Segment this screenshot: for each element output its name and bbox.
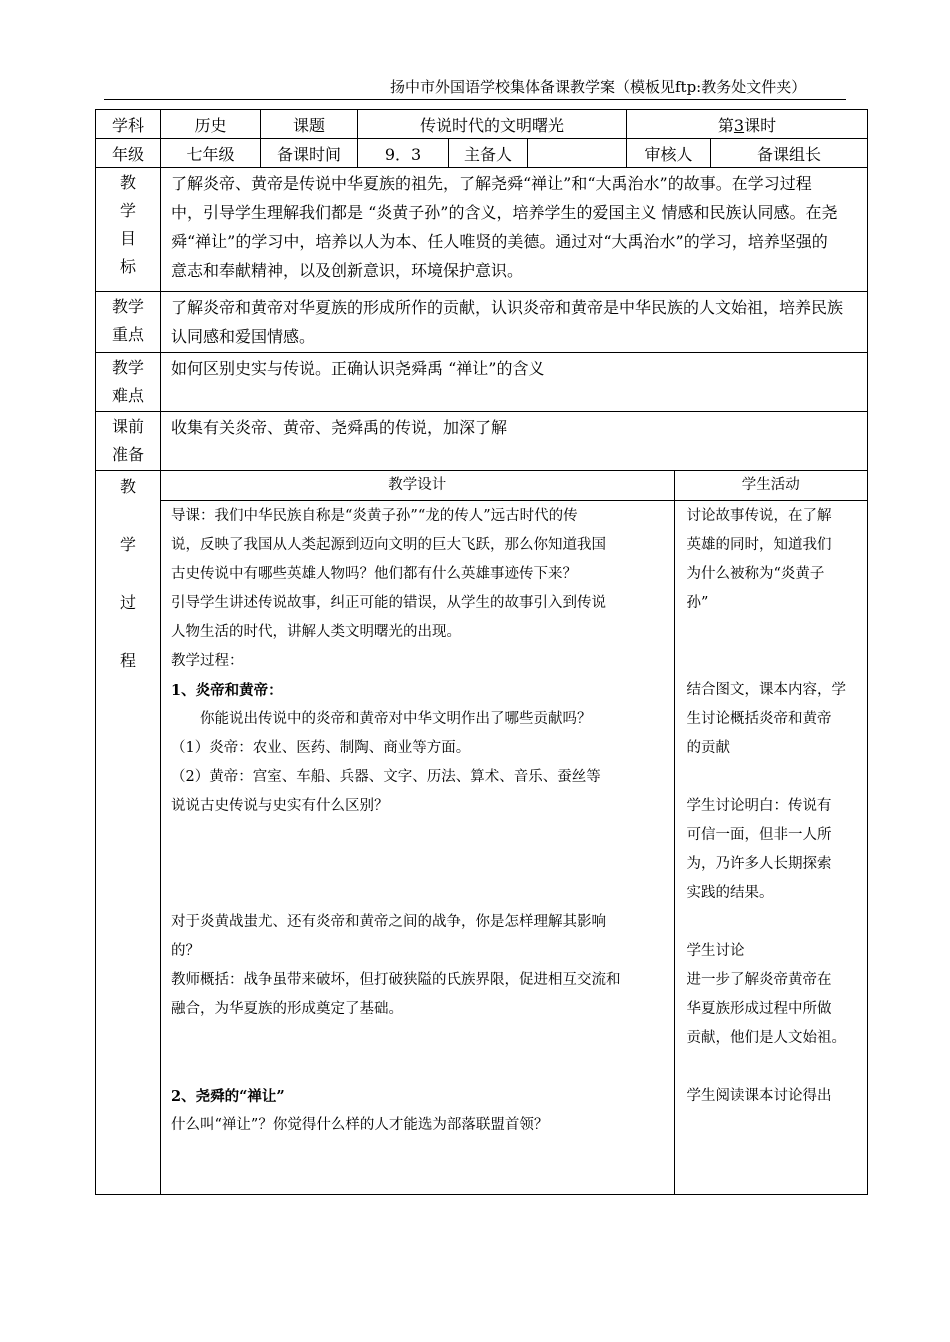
label-char: 目 bbox=[119, 229, 136, 248]
subject-label: 学科 bbox=[96, 110, 161, 139]
activity-header: 学生活动 bbox=[674, 471, 867, 501]
process-row bbox=[96, 471, 868, 1195]
design-line: 教学过程： bbox=[171, 653, 244, 669]
label-char: 标 bbox=[119, 257, 136, 276]
grade-value: 七年级 bbox=[161, 139, 261, 168]
objectives-label bbox=[96, 168, 161, 292]
main-preparer-value bbox=[528, 139, 627, 168]
difficulties-row bbox=[96, 353, 868, 412]
text-line: 舜“禅让”的学习中，培养以人为本、任人唯贤的美德。通过对“大禹治水”的学习，培养坚强的 bbox=[171, 232, 828, 251]
label-char: 程 bbox=[119, 651, 136, 670]
topic-label: 课题 bbox=[261, 110, 358, 139]
preparation-content bbox=[161, 412, 868, 471]
lesson-number-cell bbox=[627, 110, 868, 139]
label-char: 过 bbox=[119, 593, 136, 612]
process-content bbox=[161, 471, 868, 1195]
key-points-content bbox=[161, 292, 868, 353]
text-line: 如何区别史实与传说。正确认识尧舜禹 “禅让”的含义 bbox=[171, 359, 545, 378]
design-line: 说说古史传说与史实有什么区别？ bbox=[171, 798, 389, 814]
label-line: 难点 bbox=[111, 386, 144, 405]
design-line: 说，反映了我国从人类起源到迈向文明的巨大飞跃，那么你知道我国 bbox=[171, 537, 606, 553]
design-line bbox=[171, 879, 670, 908]
activity-line: 华夏族形成过程中所做 bbox=[686, 1001, 832, 1017]
design-line: （1）炎帝：农业、医药、制陶、商业等方面。 bbox=[171, 740, 471, 756]
activity-line: 学生阅读课本讨论得出 bbox=[686, 1088, 832, 1104]
design-line bbox=[171, 821, 670, 850]
preparation-row bbox=[96, 412, 868, 471]
activity-line bbox=[687, 647, 862, 676]
label-line: 课前 bbox=[111, 417, 144, 436]
design-line: 古史传说中有哪些英雄人物吗？他们都有什么英雄事迹传下来？ bbox=[171, 566, 577, 582]
activity-column bbox=[674, 501, 867, 1195]
label-char: 学 bbox=[119, 535, 136, 554]
design-line: 引导学生讲述传说故事，纠正可能的错误，从学生的故事引入到传说 bbox=[171, 595, 606, 611]
design-header: 教学设计 bbox=[161, 471, 674, 501]
activity-line: 贡献，他们是人文始祖。 bbox=[686, 1030, 846, 1046]
design-line: 人物生活的时代，讲解人类文明曙光的出现。 bbox=[171, 624, 461, 640]
label-line: 重点 bbox=[111, 325, 144, 344]
text-line: 意志和奉献精神，以及创新意识，环境保护意识。 bbox=[171, 261, 524, 280]
objectives-row bbox=[96, 168, 868, 292]
design-line bbox=[171, 1024, 670, 1053]
text-line: 了解炎帝和黄帝对华夏族的形成所作的贡献，认识炎帝和黄帝是中华民族的人文始祖，培养民族 bbox=[171, 298, 844, 317]
process-inner-table bbox=[161, 471, 867, 1194]
process-label bbox=[96, 471, 161, 1195]
label-line: 教学 bbox=[111, 297, 144, 316]
activity-line: 学生讨论 bbox=[686, 943, 745, 959]
activity-line: 英雄的同时，知道我们 bbox=[686, 537, 832, 553]
process-body-row bbox=[161, 501, 867, 1195]
activity-line: 进一步了解炎帝黄帝在 bbox=[686, 972, 832, 988]
label-line: 准备 bbox=[111, 445, 144, 464]
activity-line: 讨论故事传说，在了解 bbox=[686, 508, 832, 524]
lesson-prefix: 第 bbox=[717, 115, 734, 135]
key-points-label bbox=[96, 292, 161, 353]
lesson-suffix: 课时 bbox=[744, 115, 777, 135]
preparation-label bbox=[96, 412, 161, 471]
design-line bbox=[171, 850, 670, 879]
label-line: 教学 bbox=[111, 358, 144, 377]
key-points-row bbox=[96, 292, 868, 353]
activity-line: 为，乃许多人长期探索 bbox=[686, 856, 832, 872]
difficulties-label bbox=[96, 353, 161, 412]
design-line: 什么叫“禅让”？你觉得什么样的人才能选为部落联盟首领？ bbox=[171, 1117, 549, 1133]
prep-time-value: 9．3 bbox=[358, 139, 449, 168]
lesson-plan-table bbox=[95, 109, 868, 1195]
text-line: 收集有关炎帝、黄帝、尧舜禹的传说，加深了解 bbox=[171, 418, 508, 437]
design-line bbox=[171, 1053, 670, 1082]
difficulties-content bbox=[161, 353, 868, 412]
design-line: 的？ bbox=[171, 943, 200, 959]
reviewer-value: 备课组长 bbox=[711, 139, 868, 168]
design-line: 融合，为华夏族的形成奠定了基础。 bbox=[171, 1001, 403, 1017]
activity-line bbox=[687, 618, 862, 647]
topic-value: 传说时代的文明曙光 bbox=[358, 110, 627, 139]
label-char: 教 bbox=[119, 477, 136, 496]
label-char: 学 bbox=[119, 201, 136, 220]
design-line: 你能说出传说中的炎帝和黄帝对中华文明作出了哪些贡献吗？ bbox=[171, 711, 592, 727]
subject-value: 历史 bbox=[161, 110, 261, 139]
header-rule bbox=[104, 99, 846, 100]
activity-line bbox=[687, 763, 862, 792]
section-heading: 2、尧舜的“禅让” bbox=[171, 1088, 285, 1105]
activity-line: 实践的结果。 bbox=[686, 885, 774, 901]
design-column bbox=[161, 501, 674, 1195]
objectives-content bbox=[161, 168, 868, 292]
lesson-number: 3 bbox=[733, 115, 745, 135]
design-line: 教师概括：战争虽带来破坏，但打破狭隘的氏族界限，促进相互交流和 bbox=[171, 972, 621, 988]
page-header: 扬中市外国语学校集体备课教学案（模板见ftp:教务处文件夹） bbox=[390, 78, 807, 96]
text-line: 认同感和爱国情感。 bbox=[171, 327, 316, 346]
activity-line: 结合图文，课本内容，学 bbox=[686, 682, 846, 698]
activity-line: 的贡献 bbox=[686, 740, 730, 756]
activity-line bbox=[687, 1053, 862, 1082]
activity-line: 可信一面，但非一人所 bbox=[686, 827, 832, 843]
activity-line: 学生讨论明白：传说有 bbox=[686, 798, 832, 814]
section-heading: 1、炎帝和黄帝： bbox=[171, 682, 283, 699]
reviewer-label: 审核人 bbox=[627, 139, 711, 168]
design-line: 对于炎黄战蚩尤、还有炎帝和黄帝之间的战争，你是怎样理解其影响 bbox=[171, 914, 606, 930]
activity-line bbox=[687, 908, 862, 937]
design-line: （2）黄帝：宫室、车船、兵器、文字、历法、算术、音乐、蚕丝等 bbox=[171, 769, 601, 785]
subject-row bbox=[96, 110, 868, 139]
grade-label: 年级 bbox=[96, 139, 161, 168]
text-line: 了解炎帝、黄帝是传说中华夏族的祖先，了解尧舜“禅让”和“大禹治水”的故事。在学习过程 bbox=[171, 174, 812, 193]
label-char: 教 bbox=[119, 173, 136, 192]
activity-line: 生讨论概括炎帝和黄帝 bbox=[686, 711, 832, 727]
process-header-row bbox=[161, 471, 867, 501]
text-line: 中，引导学生理解我们都是 “炎黄子孙”的含义，培养学生的爱国主义 情感和民族认同感。在尧 bbox=[171, 203, 838, 222]
prep-time-label: 备课时间 bbox=[261, 139, 358, 168]
activity-line: 孙” bbox=[686, 595, 709, 611]
activity-line: 为什么被称为“炎黄子 bbox=[686, 566, 825, 582]
grade-row bbox=[96, 139, 868, 168]
main-preparer-label: 主备人 bbox=[449, 139, 528, 168]
design-line: 导课：我们中华民族自称是“炎黄子孙”“龙的传人”远古时代的传 bbox=[171, 508, 578, 524]
